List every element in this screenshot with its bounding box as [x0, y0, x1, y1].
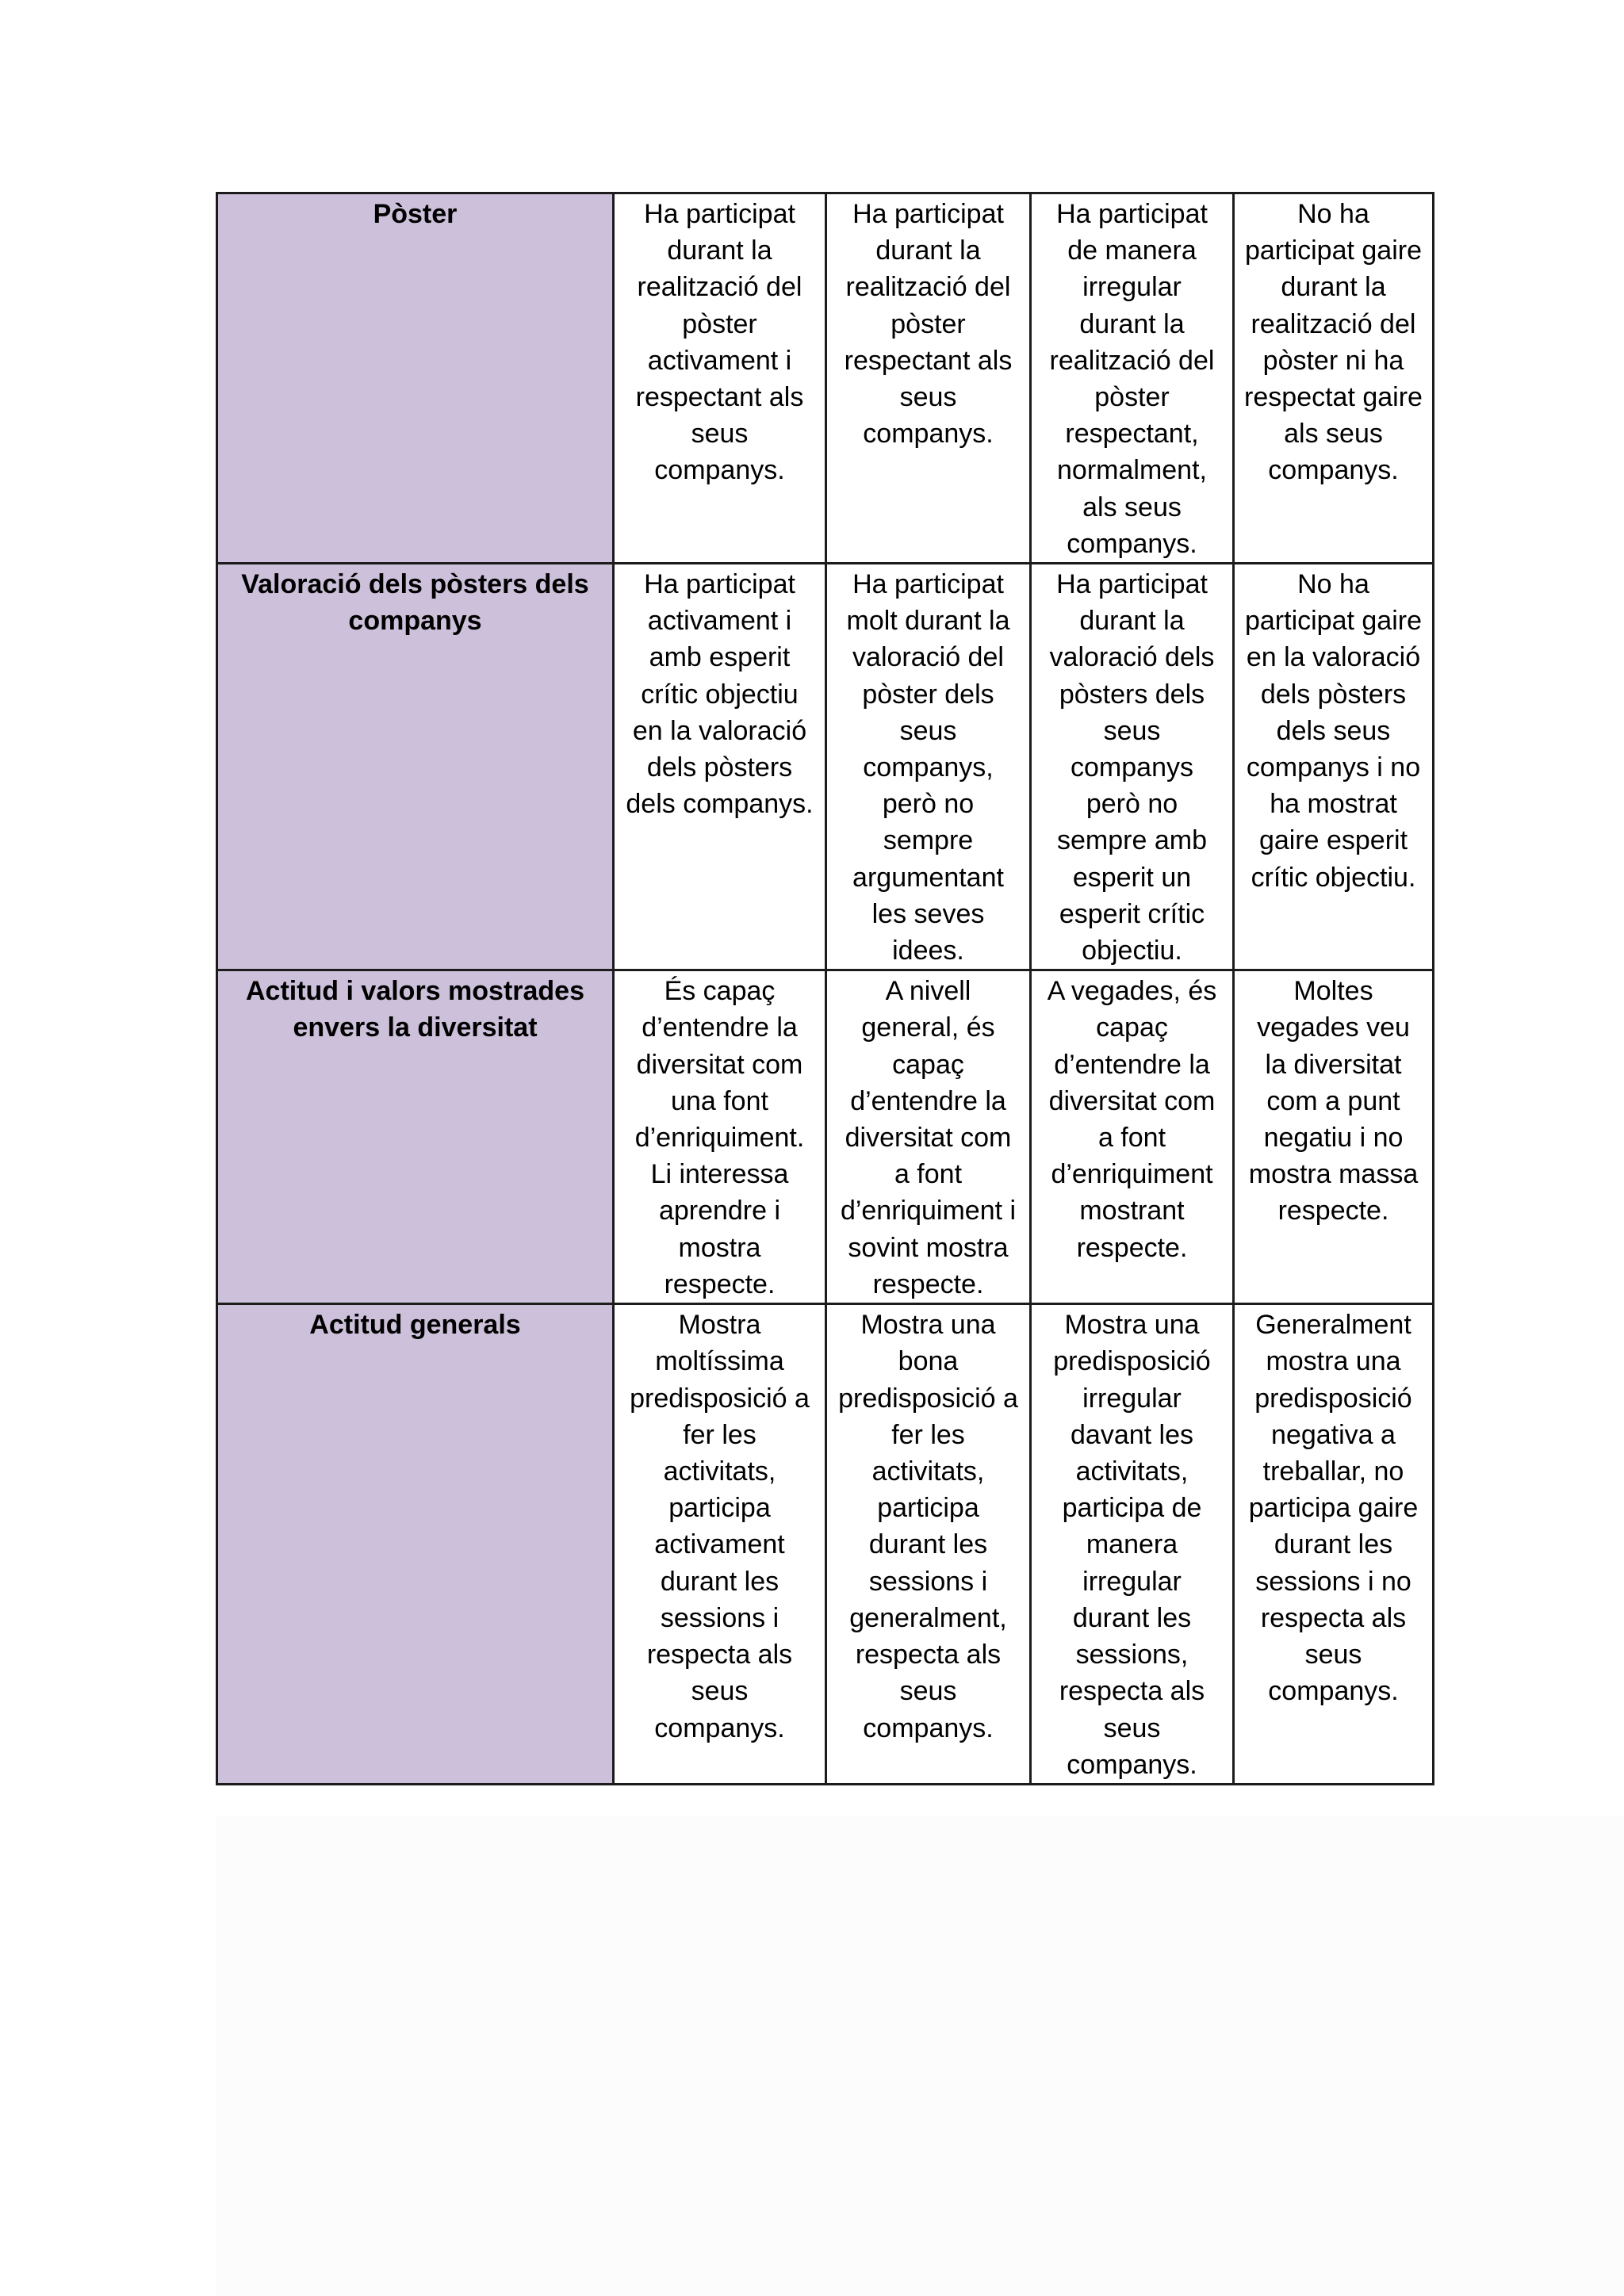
level-cell: Ha participat durant la realització del pòster activament i respectant als seus companys. — [614, 193, 826, 564]
level-cell: És capaç d’entendre la diversitat com una font d’enriquiment. Li interessa aprendre i mostra respecte. — [614, 970, 826, 1304]
table-row — [217, 970, 1434, 1304]
page-bottom-shade — [216, 1816, 1624, 2296]
level-cell: Moltes vegades veu la diversitat com a punt negatiu i no mostra massa respecte. — [1234, 970, 1434, 1304]
level-cell: Ha participat activament i amb esperit crític objectiu en la valoració dels pòsters dels companys. — [614, 564, 826, 970]
criterion-cell: Pòster — [217, 193, 614, 564]
table-row — [217, 193, 1434, 564]
level-cell: A vegades, és capaç d’entendre la diversitat com a font d’enriquiment mostrant respecte. — [1031, 970, 1234, 1304]
level-cell: Mostra una bona predisposició a fer les activitats, participa durant les sessions i generalment, respecta als seus companys. — [826, 1304, 1031, 1785]
level-cell: Generalment mostra una predisposició negativa a treballar, no participa gaire durant les sessions i no respecta als seus companys. — [1234, 1304, 1434, 1785]
level-cell: Mostra una predisposició irregular davant les activitats, participa de manera irregular durant les sessions, respecta als seus companys. — [1031, 1304, 1234, 1785]
level-cell: No ha participat gaire durant la realització del pòster ni ha respectat gaire als seus companys. — [1234, 193, 1434, 564]
level-cell: Ha participat molt durant la valoració del pòster dels seus companys, però no sempre argumentant les seves idees. — [826, 564, 1031, 970]
criterion-cell: Actitud i valors mostrades envers la diversitat — [217, 970, 614, 1304]
criterion-cell: Valoració dels pòsters dels companys — [217, 564, 614, 970]
level-cell: Ha participat durant la valoració dels pòsters dels seus companys però no sempre amb esperit un esperit crític objectiu. — [1031, 564, 1234, 970]
level-cell: Ha participat de manera irregular durant la realització del pòster respectant, normalment, als seus companys. — [1031, 193, 1234, 564]
table-row — [217, 564, 1434, 970]
rubric-table — [216, 192, 1434, 1785]
table-row — [217, 1304, 1434, 1785]
level-cell: Ha participat durant la realització del pòster respectant als seus companys. — [826, 193, 1031, 564]
level-cell: Mostra moltíssima predisposició a fer les activitats, participa activament durant les sessions i respecta als seus companys. — [614, 1304, 826, 1785]
criterion-cell: Actitud generals — [217, 1304, 614, 1785]
level-cell: No ha participat gaire en la valoració dels pòsters dels seus companys i no ha mostrat gaire esperit crític objectiu. — [1234, 564, 1434, 970]
level-cell: A nivell general, és capaç d’entendre la diversitat com a font d’enriquiment i sovint mostra respecte. — [826, 970, 1031, 1304]
